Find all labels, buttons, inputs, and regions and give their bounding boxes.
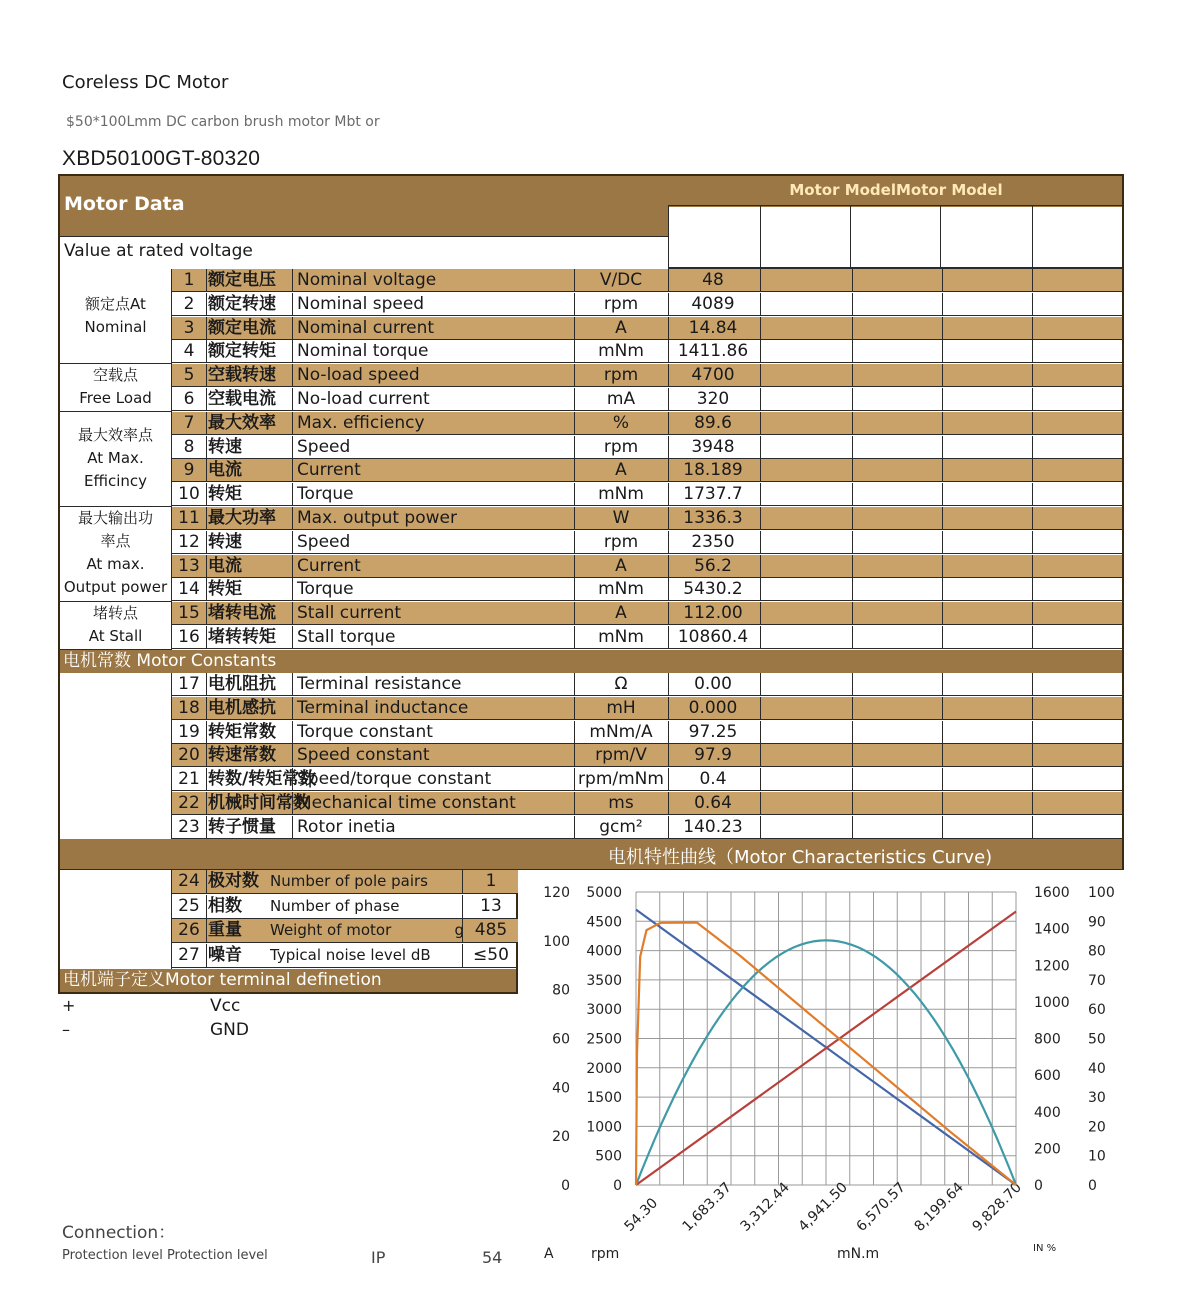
cell-en: Current	[297, 460, 361, 481]
table-row	[172, 459, 1122, 482]
table-row	[172, 792, 1122, 815]
cell-en: Number of pole pairs	[270, 872, 428, 890]
axis-pct-tick: 100	[1088, 885, 1115, 901]
table-row	[172, 555, 1122, 578]
axis-pct-tick: 40	[1088, 1060, 1106, 1077]
cell-val: 5430.2	[683, 579, 743, 600]
cell-unit: rpm	[603, 436, 639, 457]
cell-en: Max. output power	[297, 508, 457, 528]
cell-unit: A	[615, 555, 627, 576]
axis-pct-tick: 60	[1088, 1002, 1106, 1019]
cell-unit: ms	[608, 793, 634, 813]
cell-zh: 相数	[208, 895, 242, 916]
table-row	[172, 744, 1122, 767]
table-row	[172, 673, 1122, 696]
cell-val: 1	[485, 871, 497, 891]
cell-val: 4700	[691, 365, 735, 386]
cell-zh: 电流	[208, 460, 242, 481]
cell-zh: 电机感抗	[208, 697, 276, 718]
cell-unit: rpm/mNm	[578, 769, 664, 790]
cell-n: 24	[178, 871, 200, 891]
cell-n: 22	[178, 793, 200, 813]
cell-unit: gcm²	[599, 816, 643, 837]
x-tick-label: 1,683.37	[679, 1179, 735, 1235]
axis-rpm-tick: 2500	[586, 1031, 622, 1048]
cell-val: 13	[480, 895, 502, 916]
cell-unit: %	[612, 412, 630, 433]
cell-val: 112.00	[683, 603, 743, 624]
axis-w-tick: 0	[1034, 1178, 1043, 1194]
cell-n: 16	[178, 627, 200, 647]
cell-en: Max. efficiency	[297, 412, 425, 433]
cell-en: Weight of motor	[270, 921, 392, 939]
axis-a-tick: 20	[552, 1129, 570, 1146]
cell-unit: mNm	[598, 627, 644, 647]
table-row	[172, 412, 1122, 435]
cell-val: 1737.7	[683, 484, 743, 505]
motor-model-label: Motor ModelMotor Model	[789, 181, 1003, 199]
cell-n: 23	[178, 816, 200, 837]
x-tick-label: 9,828.70	[969, 1179, 1025, 1235]
axis-w-tick: 200	[1034, 1141, 1061, 1158]
cell-val: 0.64	[694, 793, 732, 813]
cell-val: 485	[474, 920, 508, 940]
table-row	[172, 697, 1122, 720]
cell-en: Typical noise level dB	[270, 945, 431, 964]
group-stall: 堵转点 At Stall	[60, 602, 172, 650]
axis-pct-tick: 10	[1088, 1148, 1106, 1165]
cell-zh: 极对数	[208, 871, 259, 891]
cell-val: 14.84	[688, 317, 738, 338]
table-row	[172, 364, 1122, 387]
cell-val: 1336.3	[683, 508, 743, 528]
cell-unit	[434, 944, 464, 967]
axis-pct-tick: 90	[1088, 914, 1106, 931]
motor-data-label: Motor Data	[64, 193, 185, 215]
cell-en: Speed	[297, 531, 351, 552]
cell-zh: 转速	[208, 436, 242, 457]
cell-val: 56.2	[694, 555, 732, 576]
cell-unit: A	[615, 317, 627, 338]
cell-val: 1411.86	[677, 341, 749, 362]
axis-w-tick: 1400	[1034, 921, 1070, 938]
x-tick-label: 3,312.44	[737, 1179, 793, 1235]
cell-val: 0.4	[699, 769, 727, 790]
axis-w-tick: 600	[1034, 1068, 1061, 1085]
cell-en: Terminal resistance	[297, 674, 462, 694]
cell-n: 3	[183, 317, 195, 338]
cell-en: Number of phase	[270, 896, 400, 915]
cell-en: No-load speed	[297, 365, 420, 386]
cell-zh: 转数/转矩常数	[208, 769, 317, 790]
cell-unit: V/DC	[599, 270, 643, 290]
axis-a-tick: 80	[552, 982, 570, 999]
x-tick-label: 4,941.50	[795, 1179, 851, 1235]
cell-n: 12	[178, 531, 200, 552]
x-axis-label: mN.m	[837, 1246, 880, 1262]
group-nominal: 额定点At Nominal	[60, 269, 172, 364]
cell-en: Nominal current	[297, 317, 435, 338]
axis-rpm-tick: 3000	[586, 1002, 622, 1019]
cell-n: 2	[183, 293, 195, 314]
cell-val: 97.25	[688, 721, 738, 742]
ip-value: 54	[482, 1248, 503, 1267]
axis-w-tick: 400	[1034, 1104, 1061, 1121]
cell-zh: 额定转矩	[208, 341, 276, 362]
motor-characteristics-chart	[530, 870, 1130, 1280]
cell-val: 140.23	[683, 816, 743, 837]
axis-w-tick: 1000	[1034, 994, 1070, 1011]
axis-rpm-tick: 4000	[586, 943, 622, 960]
group-max-efficiency: 最大效率点 At Max. Efficincy	[60, 412, 172, 507]
axis-rpm-label: rpm	[591, 1246, 620, 1262]
table-row	[172, 919, 518, 943]
axis-pct-tick: 30	[1088, 1090, 1106, 1107]
cell-n: 8	[183, 436, 195, 457]
cell-zh: 空载转速	[208, 365, 276, 386]
cell-val: 97.9	[694, 745, 732, 766]
terminal-minus-name: GND	[210, 1020, 249, 1040]
axis-pct-label: IN %	[1033, 1243, 1057, 1254]
cell-en: No-load current	[297, 389, 430, 409]
axis-rpm-tick: 500	[595, 1148, 622, 1165]
cell-n: 4	[183, 341, 195, 362]
cell-unit: A	[615, 603, 627, 624]
cell-n: 5	[183, 365, 195, 386]
cell-val: 320	[696, 389, 730, 409]
cell-en: Stall torque	[297, 627, 396, 647]
cell-zh: 电流	[208, 555, 242, 576]
axis-rpm-tick: 3500	[586, 972, 622, 989]
ip-label: IP	[371, 1248, 386, 1267]
cell-en: Current	[297, 555, 361, 576]
axis-a-label: A	[544, 1246, 554, 1262]
cell-unit: rpm	[603, 293, 639, 314]
cell-zh: 最大功率	[208, 508, 276, 528]
cell-unit: mA	[606, 389, 636, 409]
terminal-plus-name: Vcc	[210, 996, 241, 1016]
cell-unit: rpm	[603, 365, 639, 386]
axis-rpm-tick: 1500	[586, 1090, 622, 1107]
table-row	[172, 768, 1122, 791]
axis-w-tick: 1600	[1034, 885, 1070, 901]
cell-n: 6	[183, 389, 195, 409]
axis-w-tick: 800	[1034, 1031, 1061, 1048]
cell-zh: 转速	[208, 531, 242, 552]
cell-zh: 机械时间常数	[208, 793, 310, 813]
terminal-header: 电机端子定义Motor terminal definetion	[63, 970, 382, 990]
cell-en: Mechanical time constant	[297, 793, 516, 813]
cell-val: 48	[702, 270, 724, 290]
cell-en: Terminal inductance	[297, 697, 469, 718]
cell-val: 2350	[691, 531, 735, 552]
cell-en: Torque	[297, 484, 354, 505]
model-number: XBD50100GT-80320	[62, 147, 261, 170]
cell-zh: 转矩常数	[208, 721, 276, 742]
cell-unit: Ω	[614, 674, 628, 694]
cell-n: 20	[178, 745, 200, 766]
cell-en: Nominal torque	[297, 341, 429, 362]
cell-n: 13	[178, 555, 200, 576]
cell-n: 21	[178, 769, 200, 790]
curve-header: 电机特性曲线（Motor Characteristics Curve)	[608, 847, 993, 868]
cell-val: 89.6	[694, 412, 732, 433]
axis-a-tick: 0	[561, 1178, 570, 1194]
table-row	[172, 816, 1122, 839]
cell-n: 26	[178, 920, 200, 940]
cell-unit: mNm	[598, 484, 644, 505]
cell-n: 15	[178, 603, 200, 624]
group-max-output-power: 最大输出功 率点 At max. Output power	[60, 507, 172, 602]
table-row	[172, 483, 1122, 506]
table-row	[172, 602, 1122, 625]
cell-val: 10860.4	[677, 627, 749, 647]
cell-zh: 额定转速	[208, 293, 276, 314]
page-subtitle: $50*100Lmm DC carbon brush motor Mbt or	[66, 114, 380, 130]
cell-unit	[434, 895, 464, 918]
cell-n: 10	[178, 484, 200, 505]
table-row	[172, 293, 1122, 316]
cell-zh: 堵转转矩	[208, 627, 276, 647]
cell-n: 19	[178, 721, 200, 742]
constants-header: 电机常数 Motor Constants	[63, 651, 277, 671]
cell-zh: 转矩	[208, 484, 242, 505]
connection-label: Connection：	[62, 1223, 176, 1243]
table-row	[172, 944, 518, 968]
terminal-plus-sign: +	[62, 996, 76, 1015]
cell-zh: 堵转电流	[208, 603, 276, 624]
cell-unit: rpm/V	[595, 745, 647, 766]
axis-pct-tick: 80	[1088, 943, 1106, 960]
cell-n: 27	[178, 944, 200, 965]
cell-en: Stall current	[297, 603, 402, 624]
table-row	[172, 507, 1122, 530]
group-free-load: 空载点 Free Load	[60, 364, 172, 412]
table-row	[172, 895, 518, 919]
axis-rpm-tick: 5000	[586, 885, 622, 901]
cell-zh: 电机阻抗	[208, 674, 276, 694]
cell-unit: A	[615, 460, 627, 481]
axis-a-tick: 60	[552, 1031, 570, 1048]
axis-a-tick: 120	[543, 885, 570, 901]
axis-a-tick: 100	[543, 933, 570, 950]
table-row	[172, 436, 1122, 459]
table-row	[172, 269, 1122, 292]
page-title: Coreless DC Motor	[62, 72, 229, 93]
cell-val: 0.000	[688, 697, 738, 718]
table-row	[172, 578, 1122, 601]
cell-n: 1	[183, 270, 195, 290]
axis-rpm-tick: 1000	[586, 1119, 622, 1136]
cell-en: Speed	[297, 436, 351, 457]
cell-unit: mNm/A	[589, 721, 653, 742]
table-row	[172, 721, 1122, 744]
cell-zh: 重量	[208, 920, 242, 940]
cell-n: 14	[178, 579, 200, 600]
axis-rpm-tick: 2000	[586, 1060, 622, 1077]
cell-n: 9	[183, 460, 195, 481]
axis-w-tick: 1200	[1034, 958, 1070, 975]
cell-en: Nominal voltage	[297, 270, 437, 290]
cell-zh: 噪音	[208, 944, 242, 965]
cell-zh: 空载电流	[208, 389, 276, 409]
table-row	[172, 340, 1122, 363]
cell-val: 0.00	[694, 674, 732, 694]
axis-rpm-tick: 0	[613, 1178, 622, 1194]
cell-en: Torque constant	[297, 721, 433, 742]
cell-zh: 转子惯量	[208, 816, 276, 837]
cell-n: 11	[178, 508, 200, 528]
table-row	[172, 531, 1122, 554]
axis-pct-tick: 0	[1088, 1178, 1097, 1194]
cell-unit: rpm	[603, 531, 639, 552]
terminal-minus-sign: –	[62, 1020, 70, 1039]
cell-unit: mNm	[598, 579, 644, 600]
cell-unit: mH	[606, 697, 636, 718]
axis-pct-tick: 70	[1088, 972, 1106, 989]
cell-val: 18.189	[683, 460, 743, 481]
cell-n: 18	[178, 697, 200, 718]
cell-val: 4089	[691, 293, 735, 314]
table-row	[172, 388, 1122, 411]
cell-n: 7	[183, 412, 195, 433]
x-tick-label: 8,199.64	[911, 1179, 967, 1235]
cell-zh: 额定电流	[208, 317, 276, 338]
cell-unit	[434, 870, 464, 893]
table-row	[172, 870, 518, 894]
axis-pct-tick: 20	[1088, 1119, 1106, 1136]
x-tick-label: 6,570.57	[853, 1179, 909, 1235]
axis-pct-tick: 50	[1088, 1031, 1106, 1048]
cell-en: Speed constant	[297, 745, 430, 766]
table-row	[172, 626, 1122, 649]
cell-en: Torque	[297, 579, 354, 600]
cell-val: 3948	[691, 436, 735, 457]
cell-zh: 转矩	[208, 579, 242, 600]
cell-unit: g	[454, 921, 464, 939]
cell-en: Speed/torque constant	[297, 769, 492, 790]
cell-zh: 转速常数	[208, 745, 276, 766]
cell-en: Nominal speed	[297, 293, 425, 314]
cell-zh: 额定电压	[208, 270, 276, 290]
table-row	[172, 317, 1122, 340]
cell-unit: mNm	[598, 341, 644, 362]
axis-rpm-tick: 4500	[586, 914, 622, 931]
cell-unit: W	[612, 508, 630, 528]
x-tick-label: 54.30	[621, 1195, 662, 1235]
cell-val: ≤50	[473, 944, 509, 965]
protection-label: Protection level Protection level	[62, 1248, 268, 1263]
axis-a-tick: 40	[552, 1080, 570, 1097]
cell-en: Rotor inetia	[297, 816, 396, 837]
cell-zh: 最大效率	[208, 412, 276, 433]
cell-n: 25	[178, 895, 200, 916]
value-at-rated-voltage: Value at rated voltage	[64, 241, 253, 261]
cell-n: 17	[178, 674, 200, 694]
